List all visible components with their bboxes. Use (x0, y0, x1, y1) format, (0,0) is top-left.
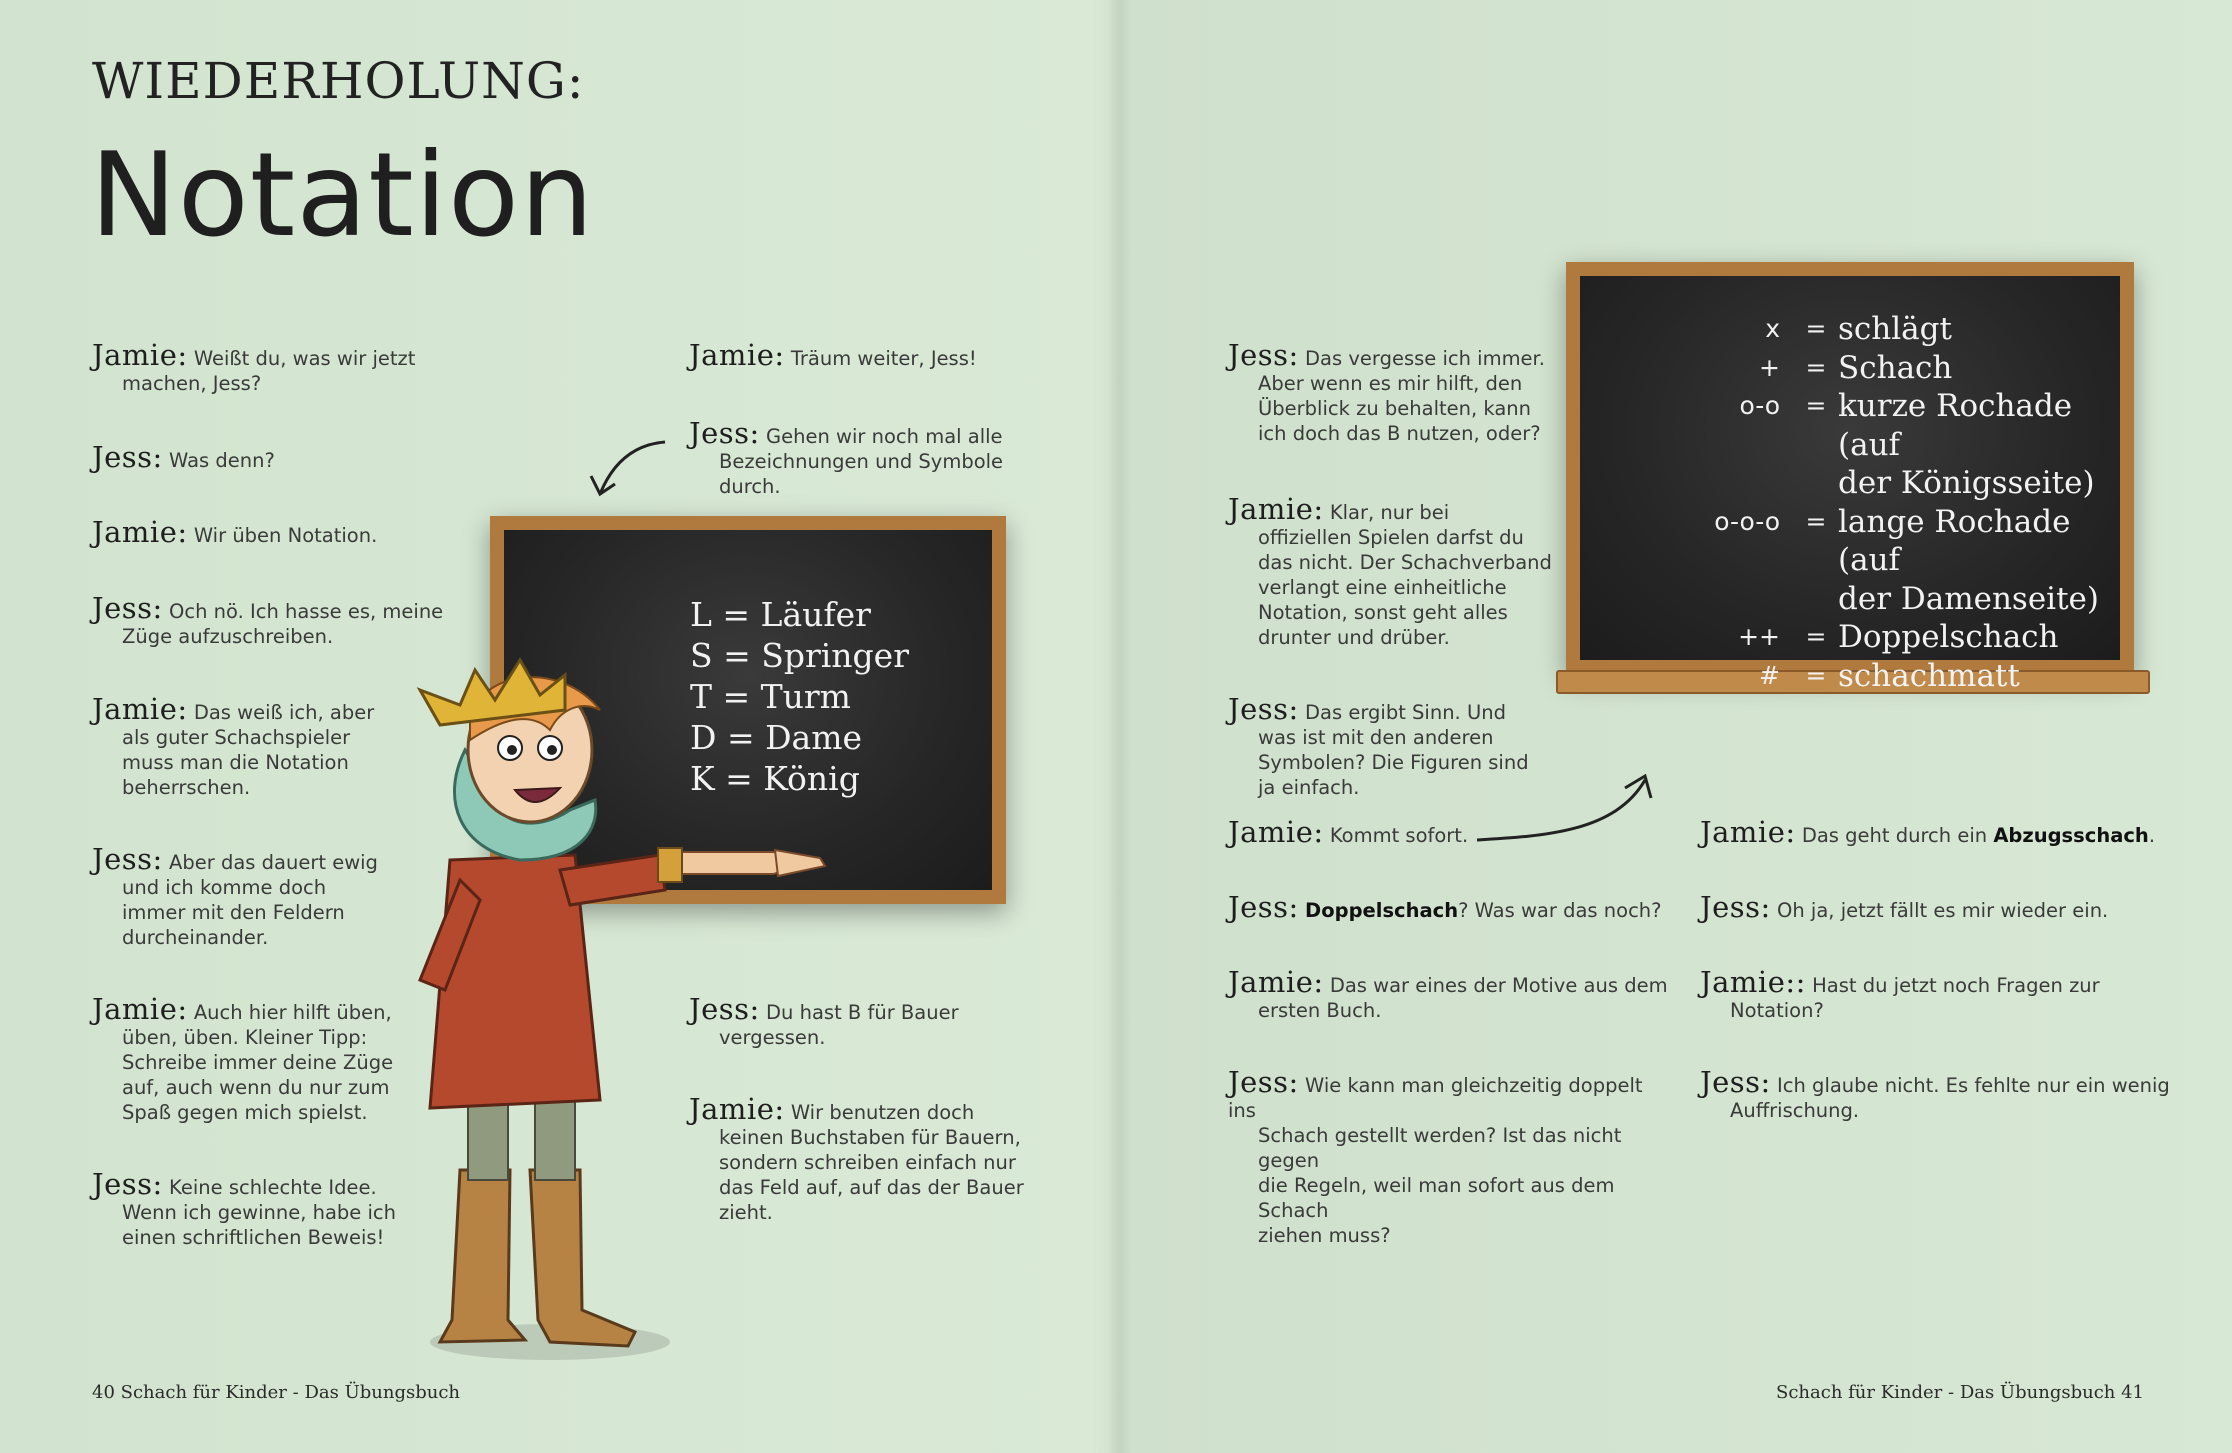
dialogue-text: Überblick zu behalten, kann (1258, 397, 1531, 420)
speaker-name: Jamie: (92, 515, 188, 549)
symbol-notation-row (1630, 618, 2128, 657)
dialogue-text: ziehen muss? (1258, 1224, 1391, 1247)
dialogue-text: Notation, sonst geht alles (1258, 601, 1508, 624)
symbol-notation-row (1630, 310, 2128, 349)
dialogue-line (92, 591, 452, 649)
symbol-meaning: der Damenseite) (1838, 580, 2099, 617)
piece-notation-row: S = Springer (690, 636, 909, 675)
dialogue-text: offiziellen Spielen darfst du (1258, 526, 1524, 549)
dialogue-text: beherrschen. (122, 776, 251, 799)
footer-left: 40 Schach für Kinder - Das Übungsbuch (92, 1382, 460, 1403)
dialogue-text: sondern schreiben einfach nur (719, 1151, 1016, 1174)
dialogue-text: Du hast B für Bauer (766, 1001, 959, 1024)
dialogue-text: Schreibe immer deine Züge (122, 1051, 394, 1074)
speaker-name: Jess: (689, 416, 760, 450)
dialogue-text: Auffrischung. (1730, 1099, 1860, 1122)
dialogue-text: zieht. (719, 1201, 773, 1224)
chalkboard-symbols-text (1630, 310, 2128, 695)
symbol-glyph: + (1759, 352, 1780, 382)
symbol-glyph (1630, 464, 1794, 503)
dialogue-text: Das weiß ich, aber (193, 701, 375, 724)
speaker-name: Jess: (92, 842, 163, 876)
dialogue-text: Keine schlechte Idee. (169, 1176, 377, 1199)
dialogue-line (1700, 890, 2170, 924)
dialogue-text: keinen Buchstaben für Bauern, (719, 1126, 1021, 1149)
speaker-name: Jess: (689, 992, 760, 1026)
symbol-equals (1794, 580, 1838, 619)
dialogue-text: Das ergibt Sinn. Und (1305, 701, 1506, 724)
dialogue-text: die Regeln, weil man sofort aus dem Schach (1258, 1174, 1615, 1222)
dialogue-text: Wir üben Notation. (193, 524, 378, 547)
speaker-name: Jess: (1228, 1065, 1299, 1099)
symbol-notation-row (1630, 387, 2128, 464)
symbol-meaning: lange Rochade (auf (1838, 503, 2071, 578)
footer-right: Schach für Kinder - Das Übungsbuch 41 (1776, 1382, 2144, 1403)
dialogue-line (689, 416, 1039, 499)
dialogue-text: Wir benutzen doch (790, 1101, 975, 1124)
symbol-glyph: # (1759, 660, 1780, 690)
piece-notation-row: T = Turm (690, 677, 851, 716)
dialogue-text: verlangt eine einheitliche (1258, 576, 1507, 599)
dialogue-text: immer mit den Feldern (122, 901, 345, 924)
dialogue-text: und ich komme doch (122, 876, 327, 899)
dialogue-text: Notation? (1730, 999, 1824, 1022)
symbol-notation-row (1630, 349, 2128, 388)
speaker-name: Jamie: (1228, 965, 1324, 999)
symbol-glyph (1630, 580, 1794, 619)
symbol-equals: = (1805, 352, 1827, 382)
dialogue-text: Kommt sofort. (1329, 824, 1469, 847)
speaker-name: Jess: (1228, 338, 1299, 372)
dialogue-text: einen schriftlichen Beweis! (122, 1226, 385, 1249)
page-title: Notation (90, 128, 595, 263)
dialogue-text: Klar, nur bei (1329, 501, 1450, 524)
dialogue-text: vergessen. (719, 1026, 826, 1049)
symbol-notation-row (1630, 580, 2128, 619)
dialogue-text: Symbolen? Die Figuren sind (1258, 751, 1529, 774)
dialogue-line (92, 842, 452, 950)
dialogue-text: auf, auch wenn du nur zum (122, 1076, 390, 1099)
symbol-meaning: schlägt (1838, 311, 1952, 347)
piece-notation-row: K = König (690, 759, 860, 798)
dialogue-text: Aber wenn es mir hilft, den (1258, 372, 1523, 395)
dialogue-text: Oh ja, jetzt fällt es mir wieder ein. (1777, 899, 2109, 922)
section-eyebrow: WIEDERHOLUNG: (92, 52, 585, 110)
arrow-to-symbols-icon (1475, 768, 1655, 848)
dialogue-text: Gehen wir noch mal alle (766, 425, 1003, 448)
dialogue-line (92, 992, 452, 1125)
piece-notation-row: D = Dame (690, 718, 863, 757)
speaker-name: Jess: (92, 440, 163, 474)
symbol-meaning: kurze Rochade (auf (1838, 388, 2073, 463)
dialogue-text: durch. (719, 475, 781, 498)
speaker-name: Jamie: (689, 1092, 785, 1126)
speaker-name: Jamie: (1228, 492, 1324, 526)
dialogue-text: Ich glaube nicht. Es fehlte nur ein wenig (1777, 1074, 2170, 1097)
dialogue-text: was ist mit den anderen (1258, 726, 1494, 749)
dialogue-line (1228, 890, 1668, 924)
symbol-equals: = (1805, 660, 1827, 690)
dialogue-text: Was denn? (169, 449, 275, 472)
dialogue-line (1700, 1065, 2170, 1123)
dialogue-text: Wenn ich gewinne, habe ich (122, 1201, 396, 1224)
dialogue-line (92, 1167, 452, 1250)
symbol-equals: = (1805, 506, 1827, 536)
dialogue-text: ersten Buch. (1258, 999, 1382, 1022)
dialogue-text: drunter und drüber. (1258, 626, 1450, 649)
symbol-equals: = (1805, 622, 1827, 651)
speaker-name: Jess: (92, 1167, 163, 1201)
symbol-notation-row (1630, 464, 2128, 503)
dialogue-line (1700, 965, 2170, 1023)
dialogue-text: Wie kann man gleichzeitig doppelt ins (1228, 1074, 1643, 1122)
dialogue-text: Weißt du, was wir jetzt (193, 347, 416, 370)
symbol-glyph: o-o (1739, 391, 1780, 420)
dialogue-text: Bezeichnungen und Symbole (719, 450, 1004, 473)
speaker-name: Jess: (92, 591, 163, 625)
speaker-name: Jamie: (689, 338, 785, 372)
dialogue-text: Aber das dauert ewig (169, 851, 378, 874)
symbol-meaning: Schach (1838, 349, 1953, 386)
symbol-glyph: x (1765, 314, 1780, 343)
symbol-equals: = (1805, 391, 1827, 420)
dialogue-line (1228, 338, 1568, 446)
dialogue-text: Das vergesse ich immer. (1305, 347, 1545, 370)
speaker-name: Jamie: (92, 692, 188, 726)
page-fold (1108, 0, 1132, 1453)
dialogue-line (1228, 965, 1668, 1023)
speaker-name: Jamie: (92, 992, 188, 1026)
dialogue-text: muss man die Notation (122, 751, 349, 774)
dialogue-text: Träum weiter, Jess! (790, 347, 977, 370)
dialogue-text: Spaß gegen mich spielst. (122, 1101, 368, 1124)
dialogue-line (1700, 815, 2170, 849)
speaker-name: Jess: (1700, 1065, 1771, 1099)
dialogue-line (1228, 492, 1568, 650)
symbol-equals (1794, 464, 1838, 503)
dialogue-text: Hast du jetzt noch Fragen zur (1812, 974, 2100, 997)
dialogue-text: Schach gestellt werden? Ist das nicht gegen (1258, 1124, 1622, 1172)
speaker-name: Jess: (1700, 890, 1771, 924)
dialogue-line (92, 338, 452, 396)
dialogue-text: ja einfach. (1258, 776, 1360, 799)
dialogue-text: durcheinander. (122, 926, 269, 949)
dialogue-text: machen, Jess? (122, 372, 262, 395)
dialogue-line (92, 440, 452, 474)
dialogue-text: das Feld auf, auf das der Bauer (719, 1176, 1024, 1199)
knight-character-illustration (400, 630, 840, 1370)
speaker-name: Jamie:: (1700, 965, 1806, 999)
dialogue-line (689, 338, 1039, 372)
symbol-glyph: o-o-o (1714, 506, 1780, 536)
symbol-notation-row (1630, 657, 2128, 696)
dialogue-text: ich doch das B nutzen, oder? (1258, 422, 1541, 445)
speaker-name: Jess: (1228, 692, 1299, 726)
speaker-name: Jess: (1228, 890, 1299, 924)
dialogue-text: als guter Schachspieler (122, 726, 351, 749)
speaker-name: Jamie: (1228, 815, 1324, 849)
dialogue-text: Das geht durch ein Abzugsschach. (1801, 824, 2156, 847)
dialogue-text: Das war eines der Motive aus dem (1329, 974, 1668, 997)
speaker-name: Jamie: (1700, 815, 1796, 849)
symbol-meaning: der Königsseite) (1838, 465, 2095, 501)
arrow-to-board-icon (585, 432, 675, 502)
symbol-equals: = (1805, 314, 1827, 343)
symbol-meaning: schachmatt (1838, 657, 2020, 694)
dialogue-text: das nicht. Der Schachverband (1258, 551, 1552, 574)
dialogue-text: Züge aufzuschreiben. (122, 625, 334, 648)
dialogue-line (92, 692, 452, 800)
symbol-notation-row (1630, 503, 2128, 580)
dialogue-text: Auch hier hilft üben, (193, 1001, 392, 1024)
dialogue-text: Doppelschach? Was war das noch? (1305, 899, 1662, 922)
dialogue-text: Och nö. Ich hasse es, meine (169, 600, 444, 623)
dialogue-text: üben, üben. Kleiner Tipp: (122, 1026, 368, 1049)
piece-notation-row: L = Läufer (690, 595, 871, 634)
symbol-glyph: ++ (1738, 622, 1780, 651)
dialogue-line (92, 515, 452, 549)
symbol-meaning: Doppelschach (1838, 619, 2059, 655)
speaker-name: Jamie: (92, 338, 188, 372)
dialogue-line (1228, 1065, 1668, 1248)
